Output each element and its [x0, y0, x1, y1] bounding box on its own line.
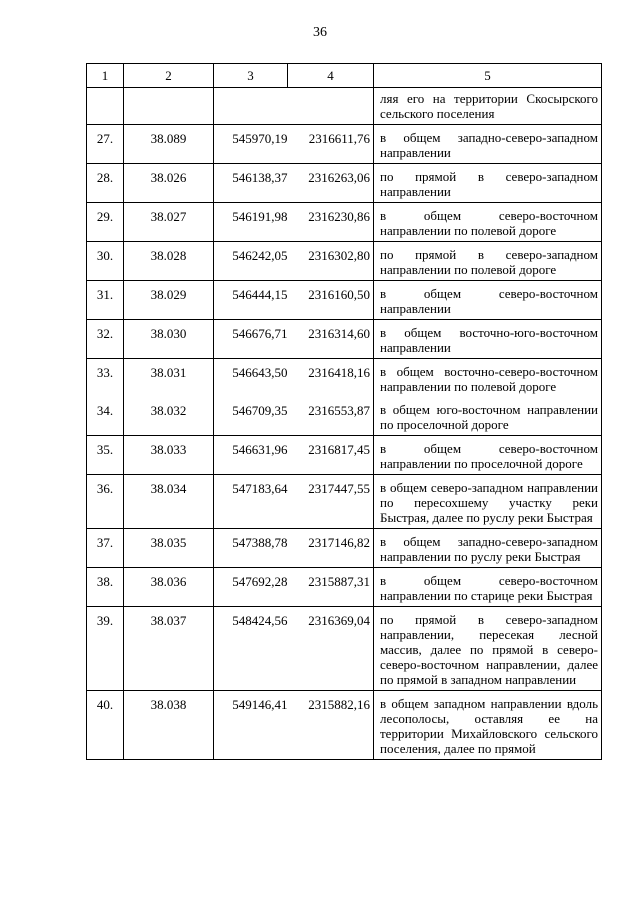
row-description: в общем северо-восточном направлении по проселочной дороге [374, 436, 602, 475]
point-code: 38.089 [124, 125, 214, 164]
continuation-cell-3 [214, 88, 288, 125]
point-code: 38.036 [124, 568, 214, 607]
row-description: в общем восточно-северо-восточном направлении по полевой дороге [374, 359, 602, 398]
row-description: в общем западно-северо-западном направлении [374, 125, 602, 164]
coordinates-table [86, 63, 602, 760]
row-number: 28. [87, 164, 124, 203]
table-row [87, 436, 602, 475]
row-description: в общем северо-восточном направлении по полевой дороге [374, 203, 602, 242]
point-code: 38.029 [124, 281, 214, 320]
table-row [87, 242, 602, 281]
coord-x: 546444,15 [214, 281, 288, 320]
table-row [87, 568, 602, 607]
coord-x: 546709,35 [214, 397, 288, 436]
coord-y: 2315887,31 [288, 568, 374, 607]
continuation-cell-1 [87, 88, 124, 125]
row-number: 33. [87, 359, 124, 398]
point-code: 38.033 [124, 436, 214, 475]
table-row [87, 529, 602, 568]
coord-y: 2317447,55 [288, 475, 374, 529]
row-number: 30. [87, 242, 124, 281]
coord-y: 2316230,86 [288, 203, 374, 242]
row-number: 27. [87, 125, 124, 164]
row-description: по прямой в северо-западном направлении, пересекая лесной массив, далее по прямой в северо-северо-восточном направлении, далее по прямой в западном направлении [374, 607, 602, 691]
row-number: 35. [87, 436, 124, 475]
row-number: 32. [87, 320, 124, 359]
table-row [87, 475, 602, 529]
coord-x: 547183,64 [214, 475, 288, 529]
coord-x: 547388,78 [214, 529, 288, 568]
row-number: 37. [87, 529, 124, 568]
coord-y: 2316302,80 [288, 242, 374, 281]
table-row [87, 397, 602, 436]
row-description: в общем северо-западном направлении по пересохшему участку реки Быстрая, далее по руслу реки Быстрая [374, 475, 602, 529]
coord-y: 2316314,60 [288, 320, 374, 359]
header-col-2: 2 [124, 64, 214, 88]
table-row [87, 164, 602, 203]
row-description: по прямой в северо-западном направлении по полевой дороге [374, 242, 602, 281]
point-code: 38.026 [124, 164, 214, 203]
point-code: 38.037 [124, 607, 214, 691]
table-row [87, 607, 602, 691]
table-header-row [87, 64, 602, 88]
coord-y: 2316553,87 [288, 397, 374, 436]
row-number: 36. [87, 475, 124, 529]
coord-y: 2315882,16 [288, 691, 374, 760]
point-code: 38.027 [124, 203, 214, 242]
header-col-5: 5 [374, 64, 602, 88]
coord-x: 546631,96 [214, 436, 288, 475]
point-code: 38.032 [124, 397, 214, 436]
row-description: по прямой в северо-западном направлении [374, 164, 602, 203]
page-number: 36 [313, 25, 327, 40]
coord-x: 548424,56 [214, 607, 288, 691]
coord-y: 2316369,04 [288, 607, 374, 691]
row-number: 38. [87, 568, 124, 607]
row-description: в общем восточно-юго-восточном направлении [374, 320, 602, 359]
point-code: 38.028 [124, 242, 214, 281]
header-col-1: 1 [87, 64, 124, 88]
coord-x: 546138,37 [214, 164, 288, 203]
row-number: 39. [87, 607, 124, 691]
coord-x: 545970,19 [214, 125, 288, 164]
point-code: 38.031 [124, 359, 214, 398]
row-description: в общем западном направлении вдоль лесополосы, оставляя ее на территории Михайловского сельского поселения, далее по прямой [374, 691, 602, 760]
point-code: 38.038 [124, 691, 214, 760]
coord-x: 546643,50 [214, 359, 288, 398]
coord-y: 2316263,06 [288, 164, 374, 203]
table-row [87, 203, 602, 242]
table-row [87, 125, 602, 164]
continuation-row [87, 88, 602, 125]
table-row [87, 359, 602, 398]
coord-y: 2316817,45 [288, 436, 374, 475]
continuation-description: ляя его на территории Скосырского сельского поселения [374, 88, 602, 125]
point-code: 38.034 [124, 475, 214, 529]
coord-y: 2316418,16 [288, 359, 374, 398]
continuation-cell-4 [288, 88, 374, 125]
row-number: 34. [87, 397, 124, 436]
row-number: 31. [87, 281, 124, 320]
continuation-cell-2 [124, 88, 214, 125]
table-row [87, 281, 602, 320]
row-number: 40. [87, 691, 124, 760]
point-code: 38.035 [124, 529, 214, 568]
row-description: в общем северо-восточном направлении по старице реки Быстрая [374, 568, 602, 607]
table-row [87, 691, 602, 760]
row-description: в общем западно-северо-западном направлении по руслу реки Быстрая [374, 529, 602, 568]
coord-y: 2316160,50 [288, 281, 374, 320]
coord-x: 546242,05 [214, 242, 288, 281]
point-code: 38.030 [124, 320, 214, 359]
coord-x: 546676,71 [214, 320, 288, 359]
row-description: в общем юго-восточном направлении по проселочной дороге [374, 397, 602, 436]
coord-x: 546191,98 [214, 203, 288, 242]
header-col-4: 4 [288, 64, 374, 88]
coord-x: 547692,28 [214, 568, 288, 607]
row-number: 29. [87, 203, 124, 242]
header-col-3: 3 [214, 64, 288, 88]
coord-x: 549146,41 [214, 691, 288, 760]
coord-y: 2316611,76 [288, 125, 374, 164]
coord-y: 2317146,82 [288, 529, 374, 568]
table-row [87, 320, 602, 359]
row-description: в общем северо-восточном направлении [374, 281, 602, 320]
